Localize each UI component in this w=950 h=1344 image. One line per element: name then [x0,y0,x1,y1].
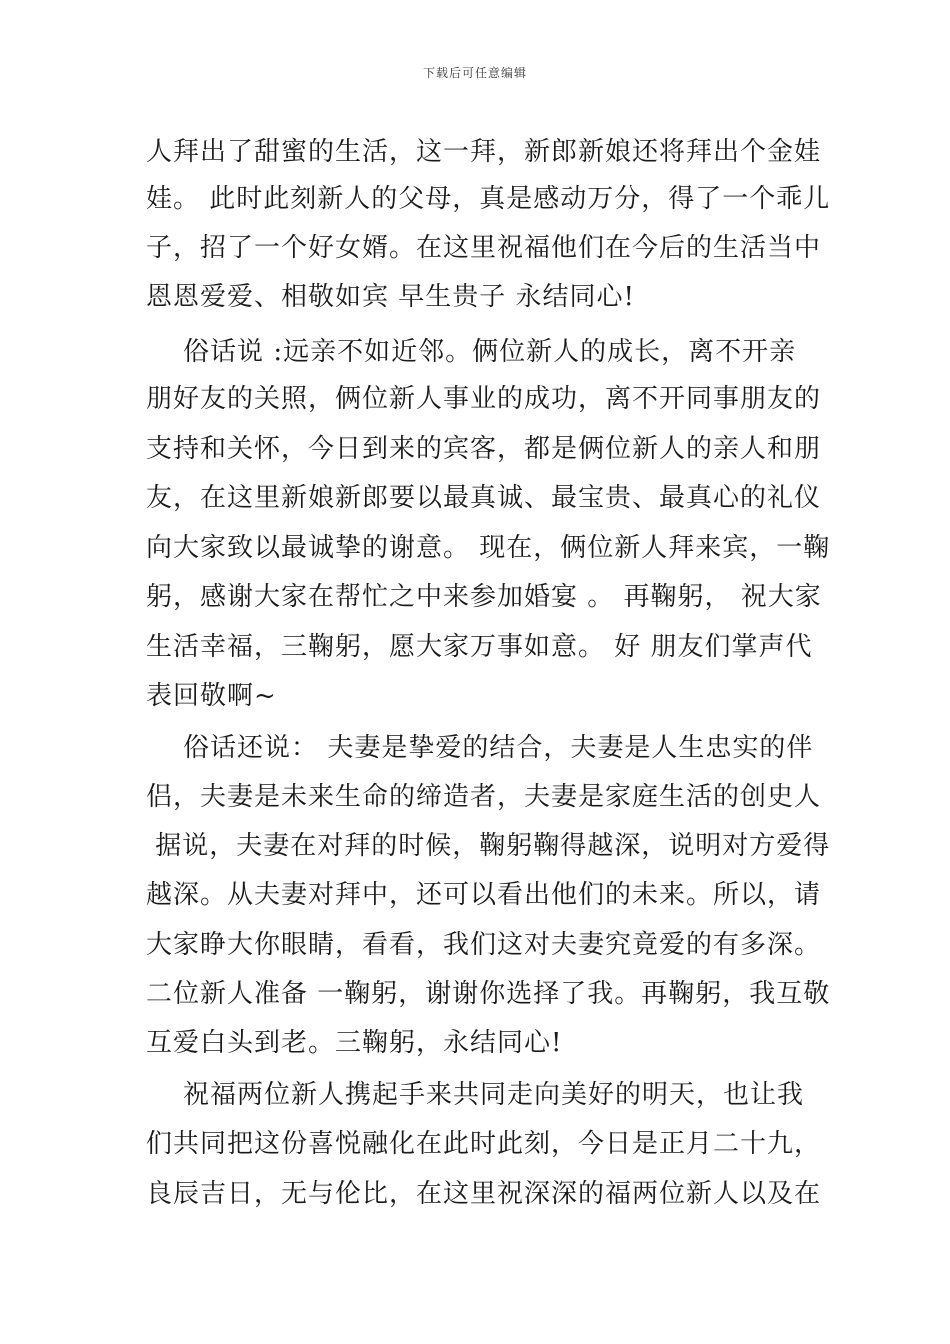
body-line: 越深。从夫妻对拜中，还可以看出他们的未来。所以，请 [146,880,822,910]
body-line: 祝福两位新人携起手来共同走向美好的明天，也让我 [146,1080,805,1110]
body-line: 生活幸福，三鞠躬，愿大家万事如意。 好 朋友们掌声代 [146,632,813,662]
body-line: 友，在这里新娘新郎要以最真诚、最宝贵、最真心的礼仪 [146,483,822,513]
body-line: 支持和关怀，今日到来的宾客，都是俩位新人的亲人和朋 [146,434,822,464]
body-line: 据说，夫妻在对拜的时候，鞠躬鞠得越深，说明对方爱得 [146,831,831,861]
body-line: 娃。 此时此刻新人的父母，真是感动万分，得了一个乖儿 [146,184,831,214]
body-line: 恩恩爱爱、相敬如宾 早生贵子 永结同心! [146,282,635,312]
body-line: 良辰吉日，无与伦比，在这里祝深深的福两位新人以及在 [146,1179,822,1209]
body-line: 们共同把这份喜悦融化在此时此刻，今日是正月二十九， [146,1129,822,1159]
page-header: 下载后可任意编辑 [422,66,527,80]
body-line: 俗话说 :远亲不如近邻。俩位新人的成长，离不开亲 [146,337,797,367]
body-line: 人拜出了甜蜜的生活，这一拜，新郎新娘还将拜出个金娃 [146,137,822,167]
body-line: 向大家致以最诚挚的谢意。 现在，俩位新人拜来宾，一鞠 [146,533,831,563]
body-line: 俗话还说： 夫妻是挚爱的结合，夫妻是人生忠实的伴 [146,733,814,763]
body-line: 朋好友的关照，俩位新人事业的成功，离不开同事朋友的 [146,384,822,414]
body-line: 大家睁大你眼睛，看看，我们这对夫妻究竟爱的有多深。 [146,930,822,960]
body-line: 子，招了一个好女婿。在这里祝福他们在今后的生活当中 [146,233,822,263]
body-line: 表回敬啊~ [146,681,277,711]
body-line: 互爱白头到老。三鞠躬，永结同心! [146,1028,563,1058]
body-line: 躬，感谢大家在帮忙之中来参加婚宴 。 再鞠躬， 祝大家 [146,582,822,612]
body-line: 二位新人准备 一鞠躬，谢谢你选择了我。再鞠躬，我互敬 [146,979,831,1009]
body-line: 侣，夫妻是未来生命的缔造者，夫妻是家庭生活的创史人 [146,782,822,812]
